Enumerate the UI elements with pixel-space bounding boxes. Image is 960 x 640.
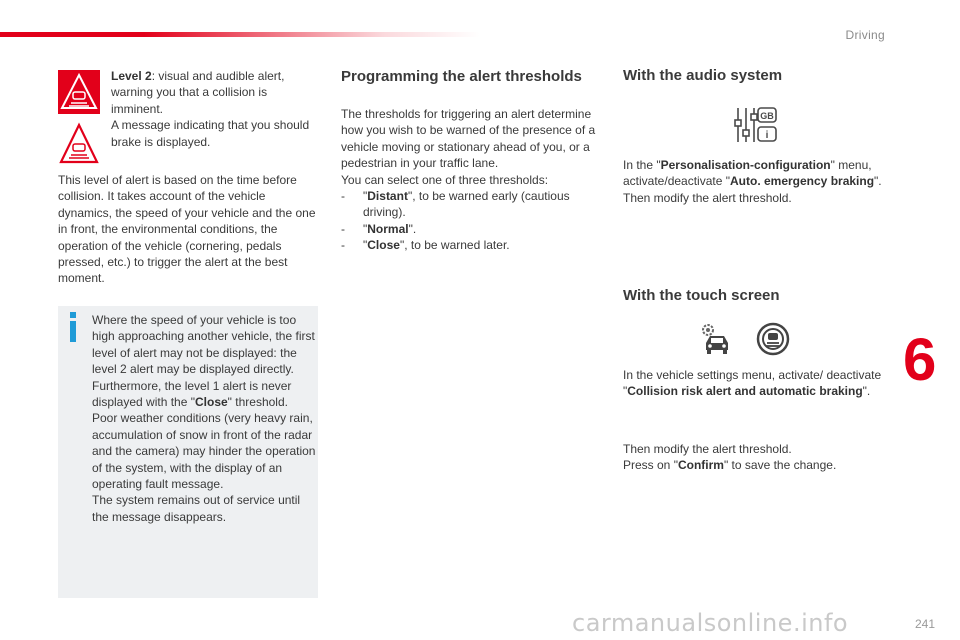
vehicle-settings-icon [700,322,734,356]
audio-option-name: Auto. emergency braking [730,174,875,189]
threshold-normal-label: Normal [367,221,409,236]
confirm-label: Confirm [677,458,724,473]
touch-option-name: Collision risk alert and automatic braking [627,384,863,399]
touch-screen-text2 [623,441,885,474]
threshold-text [363,188,603,221]
threshold-item-close [341,237,603,253]
touch-text-post: ". [862,384,871,399]
watermark: carmanualsonline.info [572,609,849,637]
level2-line2: A message indicating that you should brake is displayed. [111,118,310,149]
threshold-dash: - [341,189,345,204]
quote: " [363,238,368,253]
info-text [92,312,316,525]
audio-text-mid: " menu, activate/deactivate " [623,158,872,189]
quote: " [363,189,368,204]
threshold-item-normal [341,221,603,237]
alert-level-description: This level of alert is based on the time before collision. It takes account of the vehicle dynamics, the speed of your vehicle and the one in front, the environmental conditions, the operation of the vehicle (cornering, pedals pressed, etc.) to trigger the alert at the best moment. [58,173,316,286]
threshold-distant-desc: ", to be warned early (cautious driving). [363,189,570,220]
threshold-normal-desc: ". [408,221,417,236]
confirm-post: " to save the change. [723,458,837,473]
collision-alert-level1-icon [58,70,100,114]
info-line2-bold: Close [194,395,228,410]
touch-screen-title: With the touch screen [623,287,780,304]
audio-text-post: ". [874,174,882,189]
collision-alert-level2-icon [58,122,100,166]
info-box [58,306,318,598]
threshold-text [363,221,603,237]
touch-confirm [623,457,885,473]
programming-select: You can select one of three thresholds: [341,172,549,187]
info-line2-pre: Furthermore, the level 1 alert is never displayed with the " [92,378,292,410]
audio-instruction [623,157,885,190]
level2-label: Level 2 [111,69,152,83]
audio-system-title: With the audio system [623,67,783,84]
info-line1: Where the speed of your vehicle is too high approaching another vehicle, the first level of alert may not be displayed: the level 2 alert may be displayed directly. [92,313,315,377]
level2-line1: : visual and audible alert, warning you that a collision is imminent. [111,69,285,116]
info-line2 [92,378,316,411]
threshold-dash: - [341,221,345,236]
collision-alert-icon [756,322,790,356]
audio-icon-badge-i: i [765,130,769,141]
threshold-distant-label: Distant [367,189,408,204]
header-accent-bar [0,32,480,37]
confirm-pre: Press on " [623,458,678,473]
chapter-number: 6 [903,326,937,393]
touch-screen-text [623,367,893,400]
touch-text-pre: In the vehicle settings menu, activate/ deactivate " [623,368,882,399]
programming-text [341,106,603,254]
programming-intro: The thresholds for triggering an alert determine how you wish to be warned of the presence of a vehicle moving or stationary ahead of you, or a pedestrian in your traffic lane. [341,107,596,171]
info-icon [66,312,80,342]
audio-text-line2: Then modify the alert threshold. [623,190,792,205]
programming-title: Programming the alert thresholds [341,68,582,85]
threshold-text [363,237,603,253]
threshold-close-label: Close [367,238,400,253]
audio-system-text [623,157,885,206]
info-line3: Poor weather conditions (very heavy rain, accumulation of snow in front of the radar and the camera) may hinder the operation of the system, with the display of an operating fault message. [92,411,316,492]
threshold-dash: - [341,238,345,253]
audio-settings-icon [733,106,779,144]
info-line2-post: " threshold. [227,395,288,410]
quote: " [363,221,368,236]
touch-instruction [623,367,893,400]
touch-text-line2: Then modify the alert threshold. [623,442,792,456]
threshold-item-distant [341,188,603,221]
info-line4: The system remains out of service until the message disappears. [92,493,301,524]
audio-text-pre: In the " [623,158,661,172]
threshold-close-desc: ", to be warned later. [399,238,510,253]
audio-menu-name: Personalisation-configuration [660,158,831,172]
level2-description [111,68,321,150]
page-number: 241 [915,617,936,631]
audio-icon-badge-gb: GB [760,111,774,121]
section-label: Driving [845,28,885,42]
